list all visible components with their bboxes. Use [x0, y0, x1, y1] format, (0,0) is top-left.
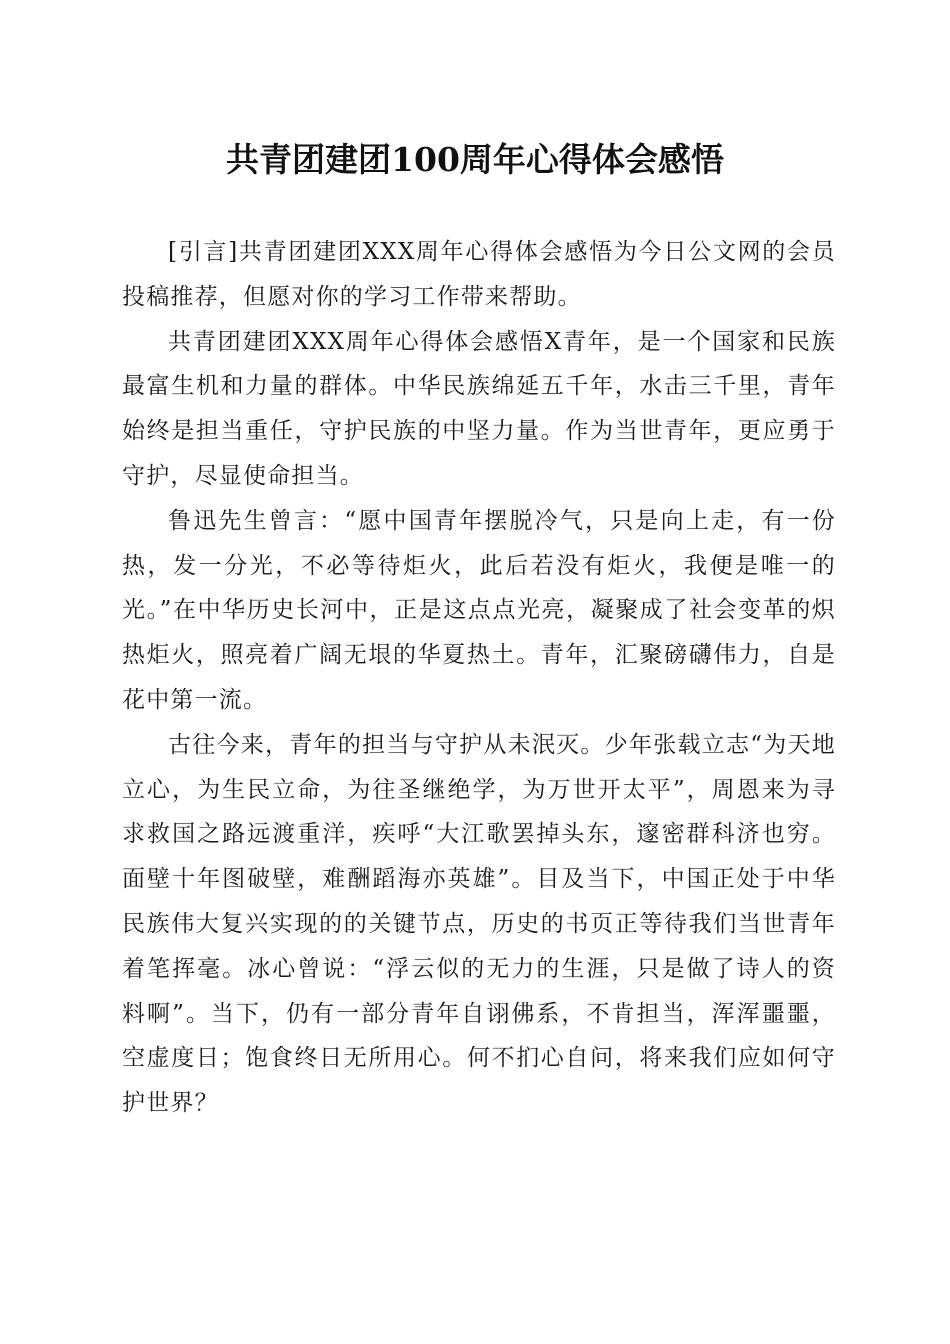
paragraph-history: 古往今来，青年的担当与守护从未泯灭。少年张载立志“为天地立心，为生民立命，为往圣继绝学，为万世开太平”，周恩来为寻求救国之路远渡重洋，疾呼“大江歌罢掉头东，邃密群科济也穷。面壁十年图破壁，难酬蹈海亦英雄”。目及当下，中国正处于中华民族伟大复兴实现的的关键节点，历史的书页正等待我们当世青年着笔挥毫。冰心曾说：“浮云似的无力的生涯，只是做了诗人的资料啊”。当下，仍有一部分青年自诩佛系，不肯担当，浑浑噩噩，空虚度日；饱食终日无所用心。何不扪心自问，将来我们应如何守护世界？	[122, 731, 836, 1117]
paragraph-intro: [引言]共青团建团XXX周年心得体会感悟为今日公文网的会员投稿推荐，但愿对你的学习工作带来帮助。	[122, 239, 836, 310]
document-body	[122, 230, 836, 1126]
paragraph-luxun-quote: 鲁迅先生曾言：“愿中国青年摆脱冷气，只是向上走，有一份热，发一分光，不必等待炬火，此后若没有炬火，我便是唯一的光。”在中华历史长河中，正是这点点光亮，凝聚成了社会变革的炽热炬火，照亮着广阔无垠的华夏热土。青年，汇聚磅礴伟力，自是花中第一流。	[122, 507, 836, 713]
paragraph-youth: 共青团建团XXX周年心得体会感悟X青年，是一个国家和民族最富生机和力量的群体。中华民族绵延五千年，水击三千里，青年始终是担当重任，守护民族的中坚力量。作为当世青年，更应勇于守护，尽显使命担当。	[122, 328, 836, 489]
document-title: 共青团建团100周年心得体会感悟	[226, 140, 724, 179]
